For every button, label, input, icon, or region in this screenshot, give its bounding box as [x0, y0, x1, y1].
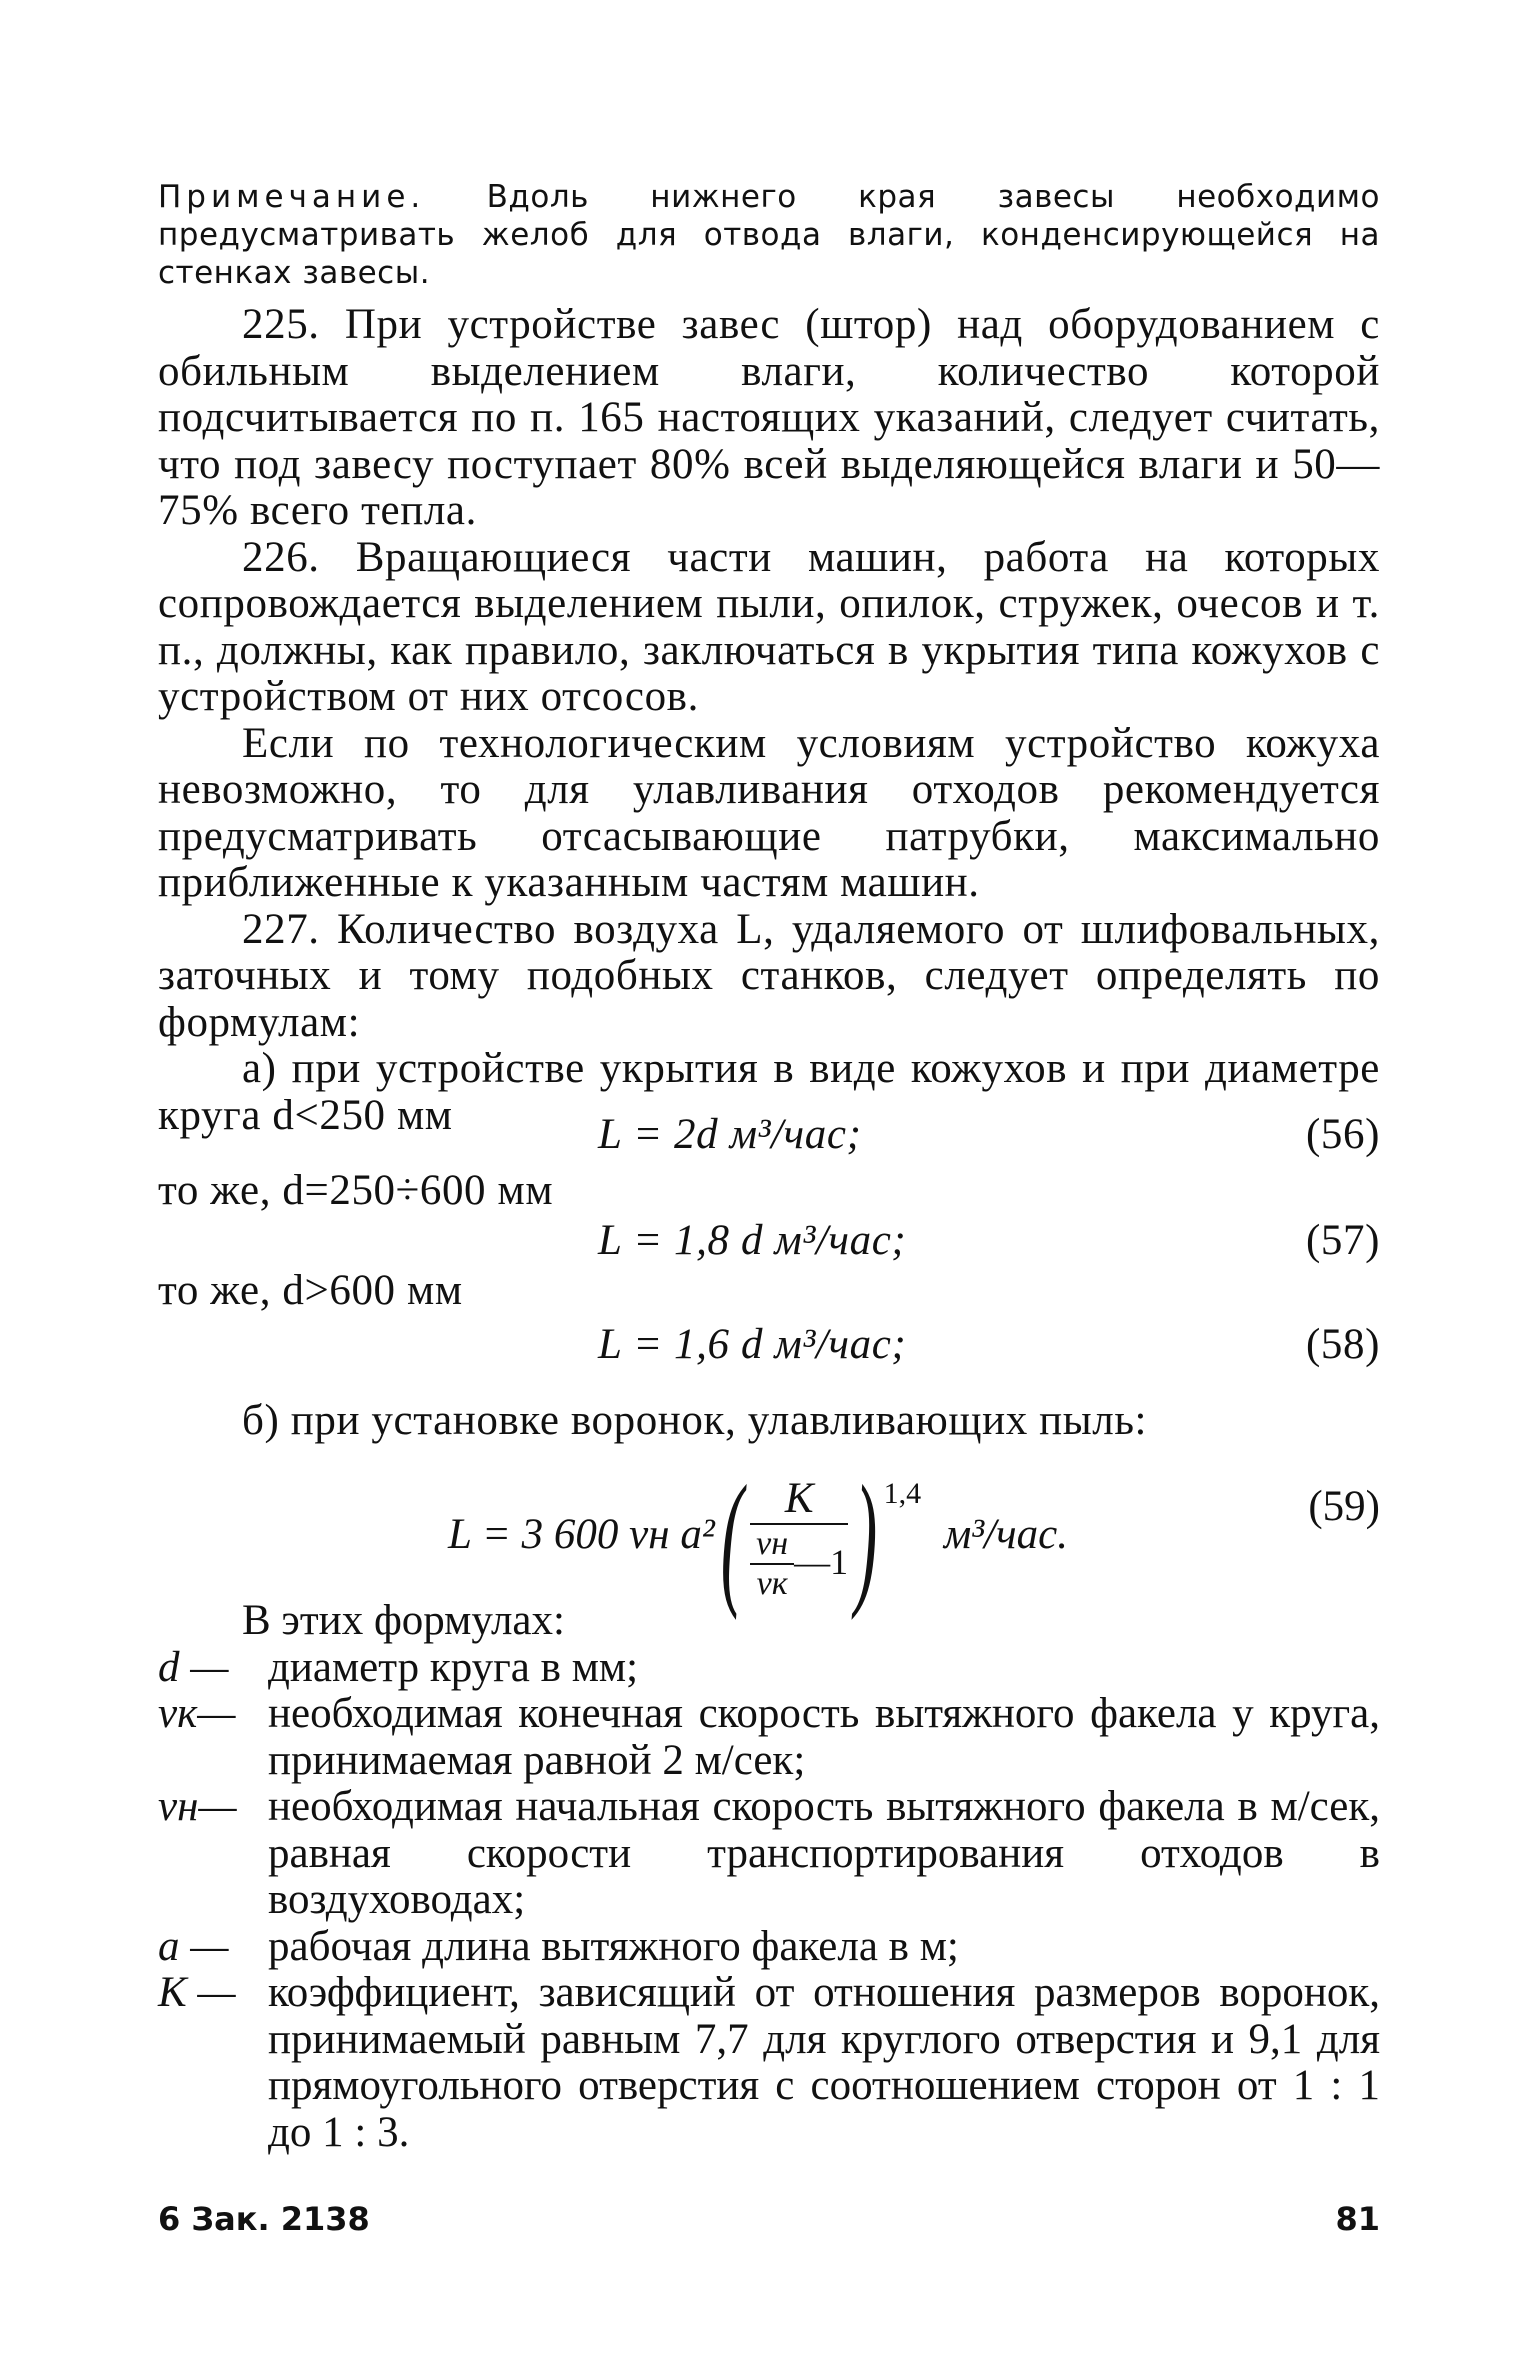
- formula-59-unit: м³/час.: [943, 1510, 1068, 1558]
- definitions-intro: В этих формулах:: [242, 1597, 565, 1644]
- definition-text: коэффициент, зависящий от отношения размеров воронок, принимаемый равным 7,7 для круглого отверстия и 9,1 для прямоугольного отверстия с соотношением сторон от 1 : 1 до 1 : 3.: [268, 1969, 1380, 2156]
- inner-denominator: vк: [756, 1564, 788, 1602]
- formula-expression: L = 1,6 d м³/час;: [598, 1321, 907, 1368]
- definition-symbol: a —: [158, 1922, 229, 1970]
- formula-condition: то же, d=250÷600 мм: [158, 1167, 554, 1214]
- formula-number: (58): [1305, 1321, 1380, 1368]
- printer-order-mark: 6 Зак. 2138: [158, 2200, 370, 2238]
- note-text: Вдоль нижнего края завесы необходимо предусматривать желоб для отвода влаги, конденсирующейся на стенках завесы.: [158, 179, 1380, 291]
- formula-number: (59): [1308, 1483, 1380, 1530]
- definition-vn: [158, 1784, 1380, 1924]
- definition-text: необходимая конечная скорость вытяжного факела у круга, принимаемая равной 2 м/сек;: [268, 1690, 1380, 1784]
- item-b-text: б) при установке воронок, улавливающих пыль:: [242, 1397, 1148, 1444]
- definitions-block: [158, 1598, 1380, 2156]
- fraction-numerator: K: [750, 1474, 848, 1525]
- note-label: Примечание.: [158, 179, 426, 215]
- inner-numerator: vн: [750, 1525, 794, 1565]
- definition-symbol: vн—: [158, 1783, 237, 1830]
- formula-condition: то же, d>600 мм: [158, 1267, 463, 1314]
- definition-vk: [158, 1691, 1380, 1784]
- paragraph-225: 225. При устройстве завес (штор) над оборудованием с обильным выделением влаги, количество которой подсчитывается по п. 165 настоящих указаний, следует считать, что под завесу поступает 80% всей выделяющейся влаги и 50—75% всего тепла.: [158, 301, 1380, 534]
- page-number: 81: [1335, 2200, 1380, 2238]
- definition-symbol: K —: [158, 1969, 236, 2016]
- minus-one: —1: [794, 1541, 849, 1582]
- definition-text: диаметр круга в мм;: [268, 1643, 639, 1691]
- formula-59-fraction: [750, 1474, 848, 1603]
- lower-column: [158, 0, 1380, 2362]
- formula-59-left: L = 3 600 vн a²: [448, 1510, 715, 1558]
- paragraph-226: 226. Вращающиеся части машин, работа на которых сопровождается выделением пыли, опилок, стружек, очесов и т. п., должны, как правило, заключаться в укрытия типа кожухов с устройством от них отсосов.: [158, 533, 1380, 720]
- definition-text: необходимая начальная скорость вытяжного факела в м/сек, равная скорости транспортирования отходов в воздуховодах;: [268, 1783, 1380, 1923]
- formula-expression: L = 1,8 d м³/час;: [598, 1217, 907, 1264]
- page-footer: [158, 2200, 1380, 2250]
- exponent: 1,4: [883, 1476, 922, 1510]
- paragraph-227: 227. Количество воздуха L, удаляемого от шлифовальных, заточных и тому подобных станков, следует определять по формулам:: [158, 905, 1380, 1046]
- definition-symbol: d —: [158, 1643, 229, 1691]
- definition-text: рабочая длина вытяжного факела в м;: [268, 1922, 959, 1970]
- formula-expression: L = 2d м³/час;: [598, 1111, 862, 1158]
- paren-right: ): [854, 1455, 878, 1621]
- definition-symbol: vк—: [158, 1690, 236, 1737]
- paragraph-226-cont: Если по технологическим условиям устройство кожуха невозможно, то для улавливания отходов рекомендуется предусматривать отсасывающие патрубки, максимально приближенные к указанным частям машин.: [158, 719, 1380, 906]
- formula-number: (57): [1305, 1217, 1380, 1264]
- paren-left: (: [721, 1455, 744, 1621]
- item-a: а) при устройстве укрытия в виде кожухов и при диаметре круга d<250 мм: [158, 1045, 1380, 1139]
- inner-fraction: [750, 1525, 794, 1603]
- fraction-denominator: [750, 1525, 848, 1603]
- definition-d: [158, 1645, 1380, 1692]
- formula-number: (56): [1305, 1111, 1380, 1158]
- definition-a: [158, 1924, 1380, 1971]
- definition-k: [158, 1970, 1380, 2156]
